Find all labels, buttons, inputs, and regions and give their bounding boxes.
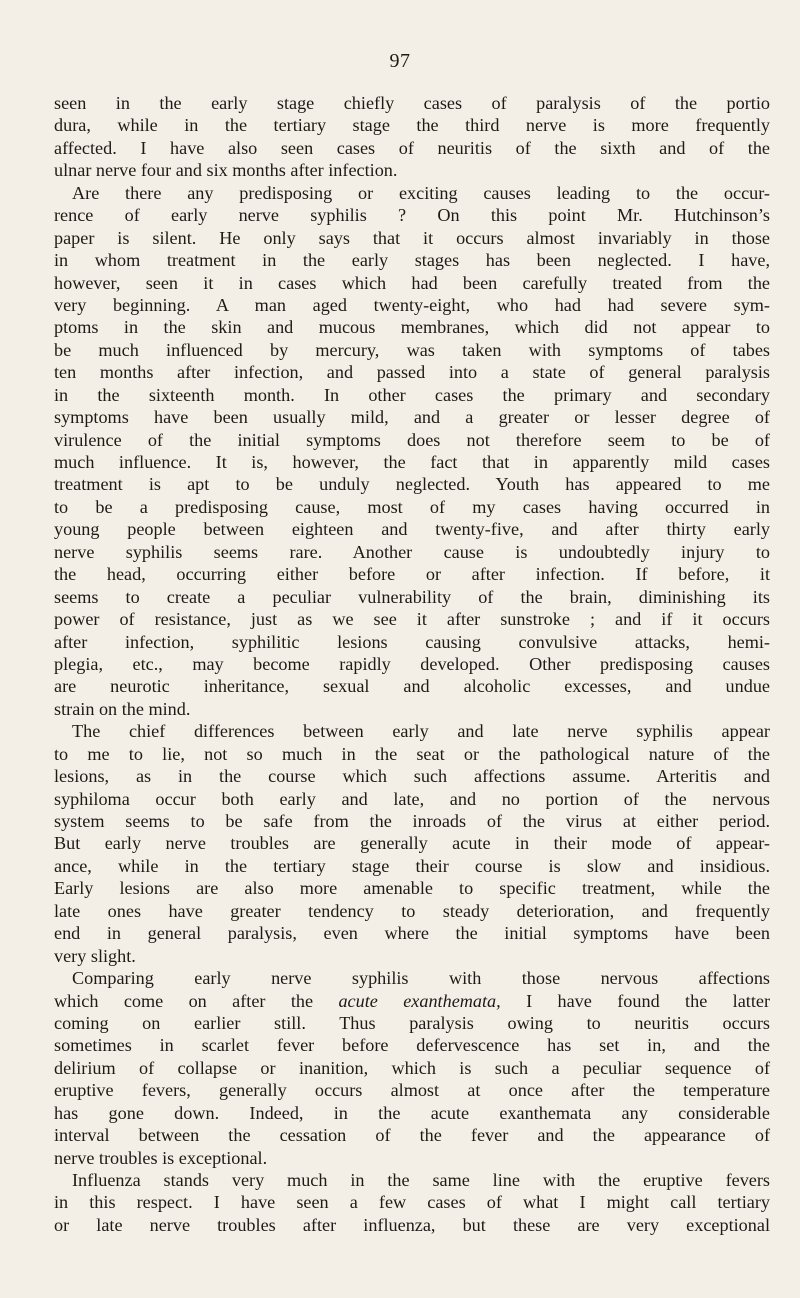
text-line: Early lesions are also more amenable to specific treatment, while the — [54, 878, 770, 899]
text-line: late ones have greater tendency to steady deterioration, and frequently — [54, 900, 770, 921]
text-line: in whom treatment in the early stages has been neglected. I have, — [54, 250, 770, 271]
text-line: virulence of the initial symptoms does not therefore seem to be of — [54, 429, 770, 450]
text-line: seen in the early stage chiefly cases of paralysis of the portio — [54, 93, 770, 113]
text-line: Comparing early nerve syphilis with those nervous affections — [72, 968, 770, 989]
text-line: strain on the mind. — [54, 698, 191, 719]
text-line: rence of early nerve syphilis ? On this point Mr. Hutchinson’s — [54, 205, 770, 226]
text-line: or late nerve troubles after influenza, but these are very exceptional — [54, 1214, 770, 1235]
text-line: Influenza stands very much in the same line with the eruptive fevers — [72, 1170, 770, 1190]
text-line: interval between the cessation of the fever and the appearance of — [54, 1125, 770, 1146]
text-line: however, seen it in cases which had been carefully treated from the — [54, 272, 770, 293]
text-line: ulnar nerve four and six months after infection. — [54, 160, 398, 181]
text-line: plegia, etc., may become rapidly developed. Other predisposing causes — [54, 653, 770, 674]
text-line: paper is silent. He only says that it occurs almost invariably in those — [54, 227, 770, 248]
text-line: nerve syphilis seems rare. Another cause is undoubtedly injury to — [54, 541, 770, 562]
text-line: coming on earlier still. Thus paralysis owing to neuritis occurs — [54, 1012, 770, 1033]
text-line: power of resistance, just as we see it after sunstroke ; and if it occurs — [54, 609, 770, 630]
text-line: very beginning. A man aged twenty-eight, who had had severe sym- — [54, 294, 770, 315]
text-line: seems to create a peculiar vulnerability of the brain, diminishing its — [54, 586, 770, 607]
text-line: much influence. It is, however, the fact that in apparently mild cases — [54, 452, 770, 472]
text-span: I have found the latter — [500, 990, 771, 1011]
text-line: to me to lie, not so much in the seat or the pathological nature of the — [54, 743, 770, 764]
text-line: are neurotic inheritance, sexual and alcoholic excesses, and undue — [54, 676, 770, 697]
text-line: affected. I have also seen cases of neuritis of the sixth and of the — [54, 137, 770, 158]
text-line: dura, while in the tertiary stage the third nerve is more frequently — [54, 115, 770, 136]
text-line: end in general paralysis, even where the initial symptoms have been — [54, 923, 770, 944]
text-line — [54, 990, 770, 1012]
text-line: in this respect. I have seen a few cases of what I might call tertiary — [54, 1192, 770, 1213]
text-span: which come on after the — [54, 990, 339, 1011]
text-line: very slight. — [54, 945, 136, 966]
text-line: ance, while in the tertiary stage their course is slow and insidious. — [54, 855, 770, 876]
text-line: after infection, syphilitic lesions causing convulsive attacks, hemi- — [54, 631, 770, 652]
text-line: symptoms have been usually mild, and a greater or lesser degree of — [54, 407, 770, 428]
text-line: But early nerve troubles are generally acute in their mode of appear- — [54, 833, 770, 854]
text-line: treatment is apt to be unduly neglected. Youth has appeared to me — [54, 474, 770, 495]
text-line: the head, occurring either before or after infection. If before, it — [54, 564, 770, 585]
italic-term: acute exanthemata, — [338, 990, 501, 1011]
text-line: young people between eighteen and twenty-five, and after thirty early — [54, 519, 770, 540]
text-line: The chief differences between early and late nerve syphilis appear — [72, 721, 770, 742]
text-line: lesions, as in the course which such affections assume. Arteritis and — [54, 766, 770, 787]
text-line: ptoms in the skin and mucous membranes, which did not appear to — [54, 317, 770, 338]
page-number: 97 — [389, 50, 411, 72]
text-line: nerve troubles is exceptional. — [54, 1147, 268, 1168]
text-line: system seems to be safe from the inroads of the virus at either period. — [54, 811, 770, 831]
text-line: eruptive fevers, generally occurs almost at once after the temperature — [54, 1080, 770, 1101]
text-line: Are there any predisposing or exciting causes leading to the occur- — [72, 182, 770, 203]
text-line: syphiloma occur both early and late, and no portion of the nervous — [54, 788, 770, 809]
text-line: has gone down. Indeed, in the acute exanthemata any considerable — [54, 1102, 770, 1123]
text-line: be much influenced by mercury, was taken with symptoms of tabes — [54, 339, 770, 360]
body-text — [54, 92, 770, 1236]
text-line: ten months after infection, and passed into a state of general paralysis — [54, 362, 770, 383]
text-line: to be a predisposing cause, most of my cases having occurred in — [54, 496, 770, 517]
text-line: in the sixteenth month. In other cases the primary and secondary — [54, 384, 770, 405]
text-line: delirium of collapse or inanition, which is such a peculiar sequence of — [54, 1057, 770, 1078]
text-line: sometimes in scarlet fever before defervescence has set in, and the — [54, 1035, 770, 1056]
